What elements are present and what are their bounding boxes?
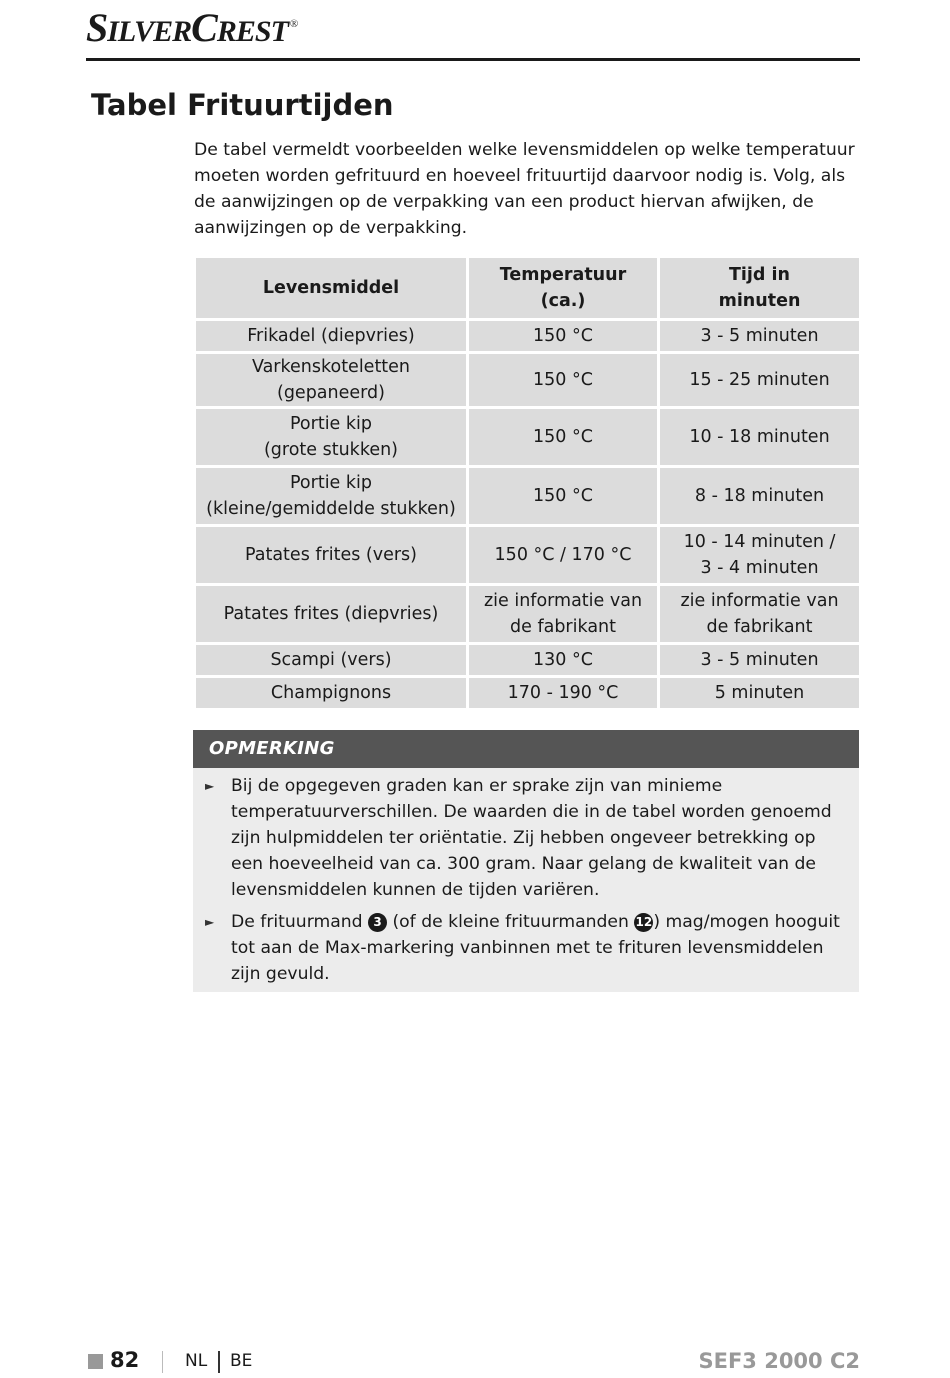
cell-food: Champignons <box>195 677 468 710</box>
cell-food: Portie kip (kleine/gemiddelde stukken) <box>195 467 468 526</box>
logo-text: REST <box>216 15 288 48</box>
triangle-right-icon: ► <box>205 779 215 793</box>
cell-time: 3 - 5 minuten <box>659 644 861 677</box>
note-box <box>193 730 859 992</box>
cell-time: 3 - 5 minuten <box>659 320 861 353</box>
page-title: Tabel Frituurtijden <box>91 88 394 122</box>
cell-food: Portie kip (grote stukken) <box>195 408 468 467</box>
language-code: NL <box>185 1351 208 1371</box>
triangle-right-icon: ► <box>205 915 215 929</box>
cell-food: Patates frites (diepvries) <box>195 585 468 644</box>
table-row <box>195 526 861 585</box>
table-row <box>195 467 861 526</box>
intro-paragraph: De tabel vermeldt voorbeelden welke levensmiddelen op welke temperatuur moeten worden gefrituurd en hoeveel frituurtijd daarvoor nodig is. Volg, als de aanwijzingen op de verpakking van een product hiervan afwijken, de aanwijzingen op de verpakking. <box>194 140 855 238</box>
header-time: Tijd in minuten <box>659 257 861 320</box>
table-row <box>195 585 861 644</box>
cell-time: zie informatie van de fabrikant <box>659 585 861 644</box>
cell-temperature: 150 °C <box>468 408 659 467</box>
table-row <box>195 320 861 353</box>
cell-time: 10 - 14 minuten / 3 - 4 minuten <box>659 526 861 585</box>
note-text: ) mag/mogen hooguit tot aan de Max-markering vanbinnen met te frituren levensmiddelen zijn gevuld. <box>231 912 840 984</box>
language-code: BE <box>230 1351 253 1371</box>
part-number-badge: 3 <box>368 913 387 932</box>
note-heading: OPMERKING <box>193 730 859 768</box>
cell-temperature: 130 °C <box>468 644 659 677</box>
page-number: 82 <box>110 1348 140 1372</box>
cell-temperature: zie informatie van de fabrikant <box>468 585 659 644</box>
registered-mark: ® <box>289 17 298 30</box>
cell-temperature: 170 - 190 °C <box>468 677 659 710</box>
cell-time: 5 minuten <box>659 677 861 710</box>
note-text: De frituurmand <box>231 912 368 932</box>
note-item <box>193 773 859 903</box>
note-text: (of de kleine frituurmanden <box>387 912 635 932</box>
cell-food: Patates frites (vers) <box>195 526 468 585</box>
cell-food: Frikadel (diepvries) <box>195 320 468 353</box>
logo-letter: S <box>86 5 108 50</box>
cell-temperature: 150 °C <box>468 467 659 526</box>
model-number: SEF3 2000 C2 <box>698 1349 860 1373</box>
table-row <box>195 644 861 677</box>
note-item <box>193 909 859 987</box>
frying-times-table <box>193 255 862 711</box>
cell-time: 8 - 18 minuten <box>659 467 861 526</box>
cell-food: Scampi (vers) <box>195 644 468 677</box>
footer-divider <box>162 1351 163 1373</box>
cell-temperature: 150 °C <box>468 353 659 408</box>
table-row <box>195 677 861 710</box>
cell-time: 15 - 25 minuten <box>659 353 861 408</box>
logo-letter: C <box>191 5 217 50</box>
cell-time: 10 - 18 minuten <box>659 408 861 467</box>
header-divider <box>86 58 860 61</box>
cell-temperature: 150 °C <box>468 320 659 353</box>
logo-text: ILVER <box>107 15 192 48</box>
brand-logo <box>86 4 297 51</box>
part-number-badge: 12 <box>634 913 653 932</box>
footer-divider <box>218 1351 220 1373</box>
square-icon <box>88 1354 103 1369</box>
table-row <box>195 408 861 467</box>
cell-temperature: 150 °C / 170 °C <box>468 526 659 585</box>
cell-food: Varkenskoteletten (gepaneerd) <box>195 353 468 408</box>
note-text: Bij de opgegeven graden kan er sprake zijn van minieme temperatuurverschillen. De waarden die in de tabel worden genoemd zijn hulpmiddelen ter oriëntatie. Zij hebben ongeveer betrekking op een hoeveelheid van ca. 300 gram. Naar gelang de kwaliteit van de levensmiddelen kunnen de tijden variëren. <box>231 776 832 900</box>
table-row <box>195 353 861 408</box>
table-header-row <box>195 257 861 320</box>
header-food: Levensmiddel <box>195 257 468 320</box>
header-temperature: Temperatuur (ca.) <box>468 257 659 320</box>
